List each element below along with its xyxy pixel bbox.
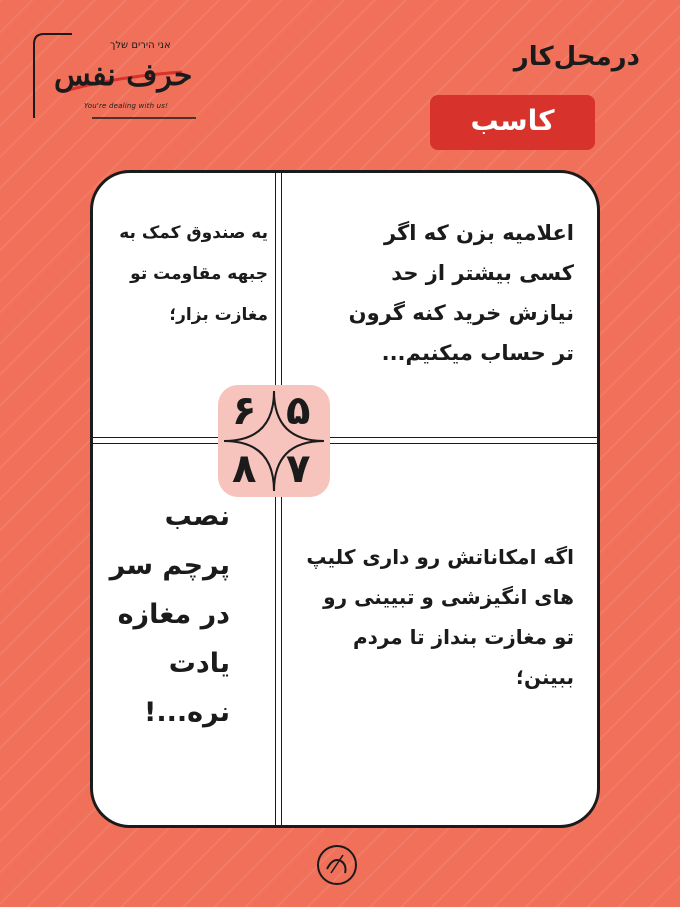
footer-seal-icon xyxy=(315,843,359,887)
tip-text: اعلامیه بزن که اگر کسی بیشتر از حد نیازش خرید کنه گرون تر حساب میکنیم... xyxy=(348,221,574,365)
cell-number: ۶ xyxy=(232,388,257,434)
center-number-badge xyxy=(218,385,330,497)
board-vertical-divider xyxy=(275,173,282,825)
tip-text: نصب پرچم سر در مغازه یادت نره...! xyxy=(109,501,230,728)
cell-number: ۷ xyxy=(286,446,311,492)
logo-tagline: You're dealing with us! xyxy=(84,102,169,110)
tip-text: اگه امکاناتش رو داری کلیپ های انگیزشی و تبیینی رو تو مغازت بنداز تا مردم ببینن؛ xyxy=(306,545,574,689)
brand-logo xyxy=(32,32,200,122)
category-badge-label: کاسب xyxy=(470,104,555,137)
tip-text: یه صندوق کمک به جبهه مقاومت تو مغازت بزار؛ xyxy=(119,223,268,325)
cell-number: ۵ xyxy=(286,388,311,434)
context-title: درمحل‌کار xyxy=(513,42,640,72)
logo-brand-text: حرف نفس xyxy=(54,58,193,93)
category-badge xyxy=(430,95,595,150)
logo-hebrew-text: אני הירים שלך xyxy=(110,40,171,51)
board-horizontal-divider xyxy=(93,437,597,444)
cell-number: ۸ xyxy=(232,446,257,492)
